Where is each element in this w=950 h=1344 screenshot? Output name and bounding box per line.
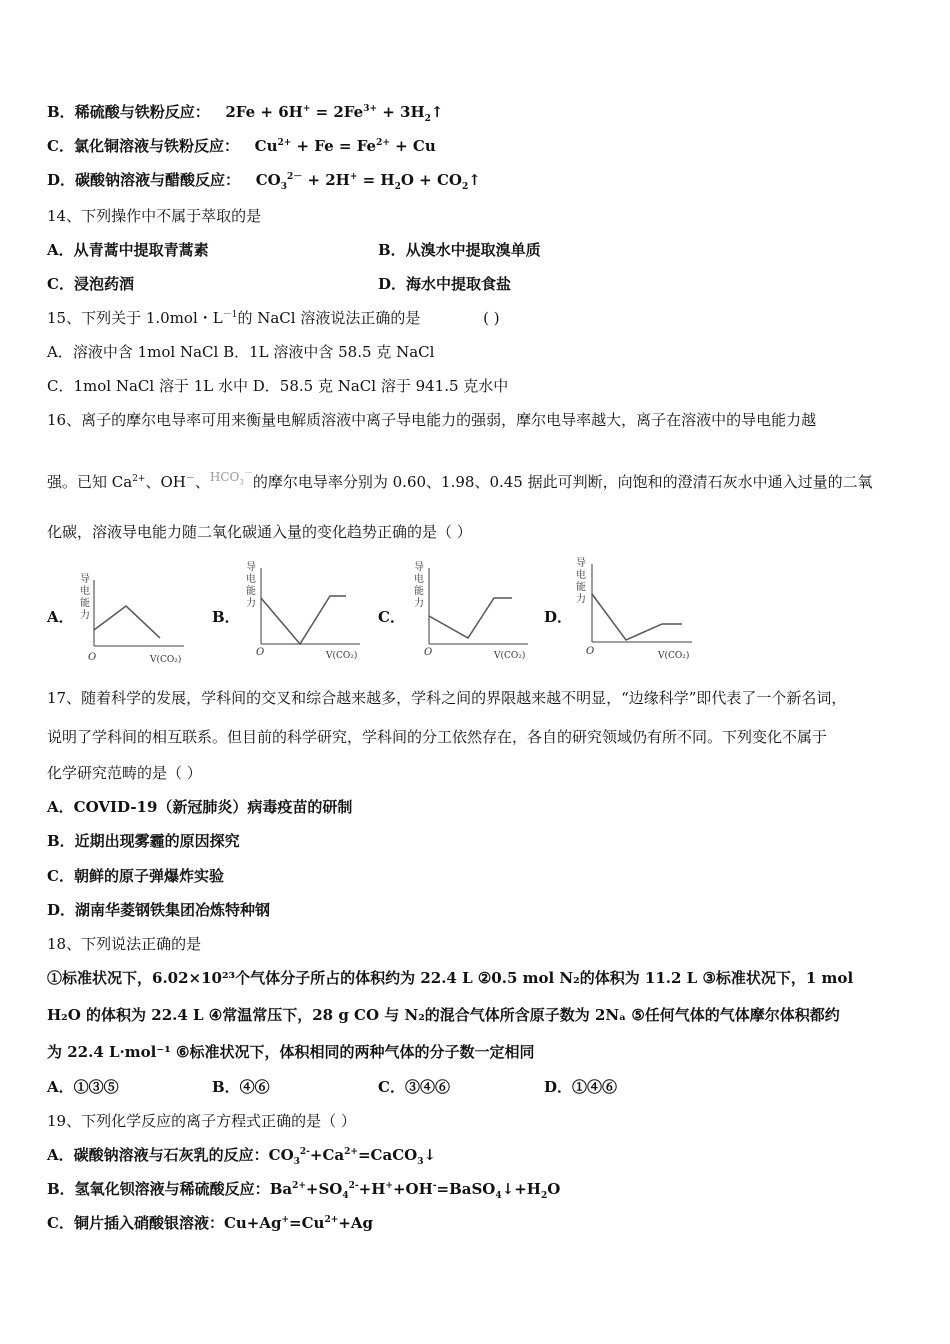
q16-line2: 强。已知 $Ca^{2+}$、OH－、$^{HCO_3^-}$的摩尔电导率分别为 0.60、1.98、0.45 据此可判断，向饱和的澄清石灰水中通入过量的二氧	[47, 469, 873, 491]
q13-option-d: D．碳酸钠溶液与醋酸反应： $CO_3^{2-} + 2H^+ = H_2O$ + $CO_2↑$	[47, 171, 481, 192]
graph-c-ylabel-3: 能	[414, 586, 424, 597]
q14-option-d: D．海水中提取食盐	[378, 275, 512, 293]
graph-a-ylabel-4: 力	[80, 610, 90, 621]
q18-option-d: D．①④⑥	[544, 1078, 618, 1096]
graph-label-b: B．	[212, 608, 240, 626]
graph-b	[244, 560, 364, 666]
graph-c-ylabel-4: 力	[414, 598, 424, 609]
q17-option-d: D．湖南华菱钢铁集团冶炼特种钢	[47, 901, 271, 919]
graph-a-ylabel-1: 导	[80, 574, 90, 585]
q16-line3: 化碳，溶液导电能力随二氧化碳通入量的变化趋势正确的是（ ）	[47, 523, 472, 541]
graph-d-xlabel: V(CO₂)	[658, 651, 690, 661]
graph-b-ylabel-2: 电	[246, 574, 256, 585]
graph-c-xlabel: V(CO₂)	[494, 651, 526, 661]
graph-d-ylabel-4: 力	[576, 594, 586, 605]
graph-d-ylabel-1: 导	[576, 558, 586, 569]
graph-a-xlabel: V(CO₂)	[150, 655, 182, 665]
q18-line3: 为 22.4 L·mol⁻¹ ⑥标准状况下，体积相同的两种气体的分子数一定相同	[47, 1043, 535, 1061]
graph-d-ylabel-3: 能	[576, 582, 586, 593]
graph-b-ylabel-4: 力	[246, 598, 256, 609]
q17-option-b: B．近期出现雾霾的原因探究	[47, 832, 240, 850]
q14-option-c: C．浸泡药酒	[47, 275, 134, 293]
q18-line2: H₂O 的体积为 22.4 L ④常温常压下，28 g CO 与 N₂的混合气体所含原子数为 2Nₐ ⑤任何气体的气体摩尔体积都约	[47, 1006, 840, 1024]
graph-b-xlabel: V(CO₂)	[326, 651, 358, 661]
q17-option-c: C．朝鲜的原子弹爆炸实验	[47, 867, 224, 885]
q17-line3: 化学研究范畴的是（ ）	[47, 764, 202, 782]
graph-d-ylabel-2: 电	[576, 570, 586, 581]
graph-b-ylabel-1: 导	[246, 562, 256, 573]
q15-stem: 15、下列关于 1.0mol・$L^{-1}$的 NaCl 溶液说法正确的是 ( )	[47, 309, 500, 327]
graph-c	[412, 560, 532, 666]
graph-a-curve	[94, 606, 160, 638]
q19-stem: 19、下列化学反应的离子方程式正确的是（ ）	[47, 1112, 356, 1130]
graph-label-d: D．	[544, 608, 573, 626]
q18-stem: 18、下列说法正确的是	[47, 935, 202, 953]
q19-option-a: A．碳酸钠溶液与石灰乳的反应：$CO_3^{2-}+Ca^{2+}=CaCO_3↓$	[47, 1146, 437, 1167]
graph-c-curve	[429, 598, 512, 638]
graph-c-ylabel-1: 导	[414, 562, 424, 573]
q14-stem: 14、下列操作中不属于萃取的是	[47, 207, 262, 225]
q18-option-b: B．④⑥	[212, 1078, 270, 1096]
q13-option-c: C．氯化铜溶液与铁粉反应： $Cu^{2+} + Fe = Fe^{2+} + Cu$	[47, 137, 436, 155]
q17-option-a: A．COVID-19（新冠肺炎）病毒疫苗的研制	[47, 798, 353, 816]
graph-a-ylabel-3: 能	[80, 598, 90, 609]
q14-option-a: A．从青蒿中提取青蒿素	[47, 241, 209, 259]
q15-options-ab: A．溶液中含 1mol NaCl B．1L 溶液中含 58.5 克 NaCl	[47, 343, 435, 361]
q19-option-c: C．铜片插入硝酸银溶液：$Cu+Ag^+=Cu^{2+}+Ag$	[47, 1214, 373, 1232]
q16-line1: 16、离子的摩尔电导率可用来衡量电解质溶液中离子导电能力的强弱，摩尔电导率越大，离子在溶液中的导电能力越	[47, 411, 817, 429]
graph-d	[574, 554, 696, 666]
q18-option-c: C．③④⑥	[378, 1078, 450, 1096]
q14-option-b: B．从溴水中提取溴单质	[378, 241, 541, 259]
graph-c-ylabel-2: 电	[414, 574, 424, 585]
graph-label-a: A．	[47, 608, 74, 626]
q17-line2: 说明了学科间的相互联系。但目前的科学研究，学科间的分工依然存在，各自的研究领域仍有所不同。下列变化不属于	[47, 728, 828, 746]
q15-options-cd: C．1mol NaCl 溶于 1L 水中 D．58.5 克 NaCl 溶于 941.5 克水中	[47, 377, 509, 395]
graph-d-origin: O	[586, 646, 595, 657]
hco3-image: HCO3－	[209, 469, 253, 487]
graph-label-c: C．	[378, 608, 405, 626]
graph-a	[78, 568, 188, 668]
graph-b-curve	[261, 596, 346, 644]
graph-a-origin: O	[88, 652, 97, 663]
graph-b-ylabel-3: 能	[246, 586, 256, 597]
graph-c-origin: O	[424, 647, 433, 658]
q18-line1: ①标准状况下，6.02×10²³个气体分子所占的体积约为 22.4 L ②0.5 mol N₂的体积为 11.2 L ③标准状况下，1 mol	[47, 969, 854, 987]
q13-option-b: B．稀硫酸与铁粉反应： $2Fe + 6H^+ = 2Fe^{3+}$ + $3H_2↑$	[47, 103, 444, 124]
q18-option-a: A．①③⑤	[47, 1078, 119, 1096]
graph-d-curve	[592, 594, 682, 640]
graph-a-ylabel-2: 电	[80, 586, 90, 597]
q19-option-b: B．氢氧化钡溶液与稀硫酸反应：$Ba^{2+}+SO_4^{2-}+H^++OH^-=BaSO_4↓+H_2O$	[47, 1180, 561, 1201]
q17-line1: 17、随着科学的发展，学科间的交叉和综合越来越多，学科之间的界限越来越不明显，“边缘科学”即代表了一个新名词，	[47, 689, 847, 707]
graph-b-origin: O	[256, 647, 265, 658]
